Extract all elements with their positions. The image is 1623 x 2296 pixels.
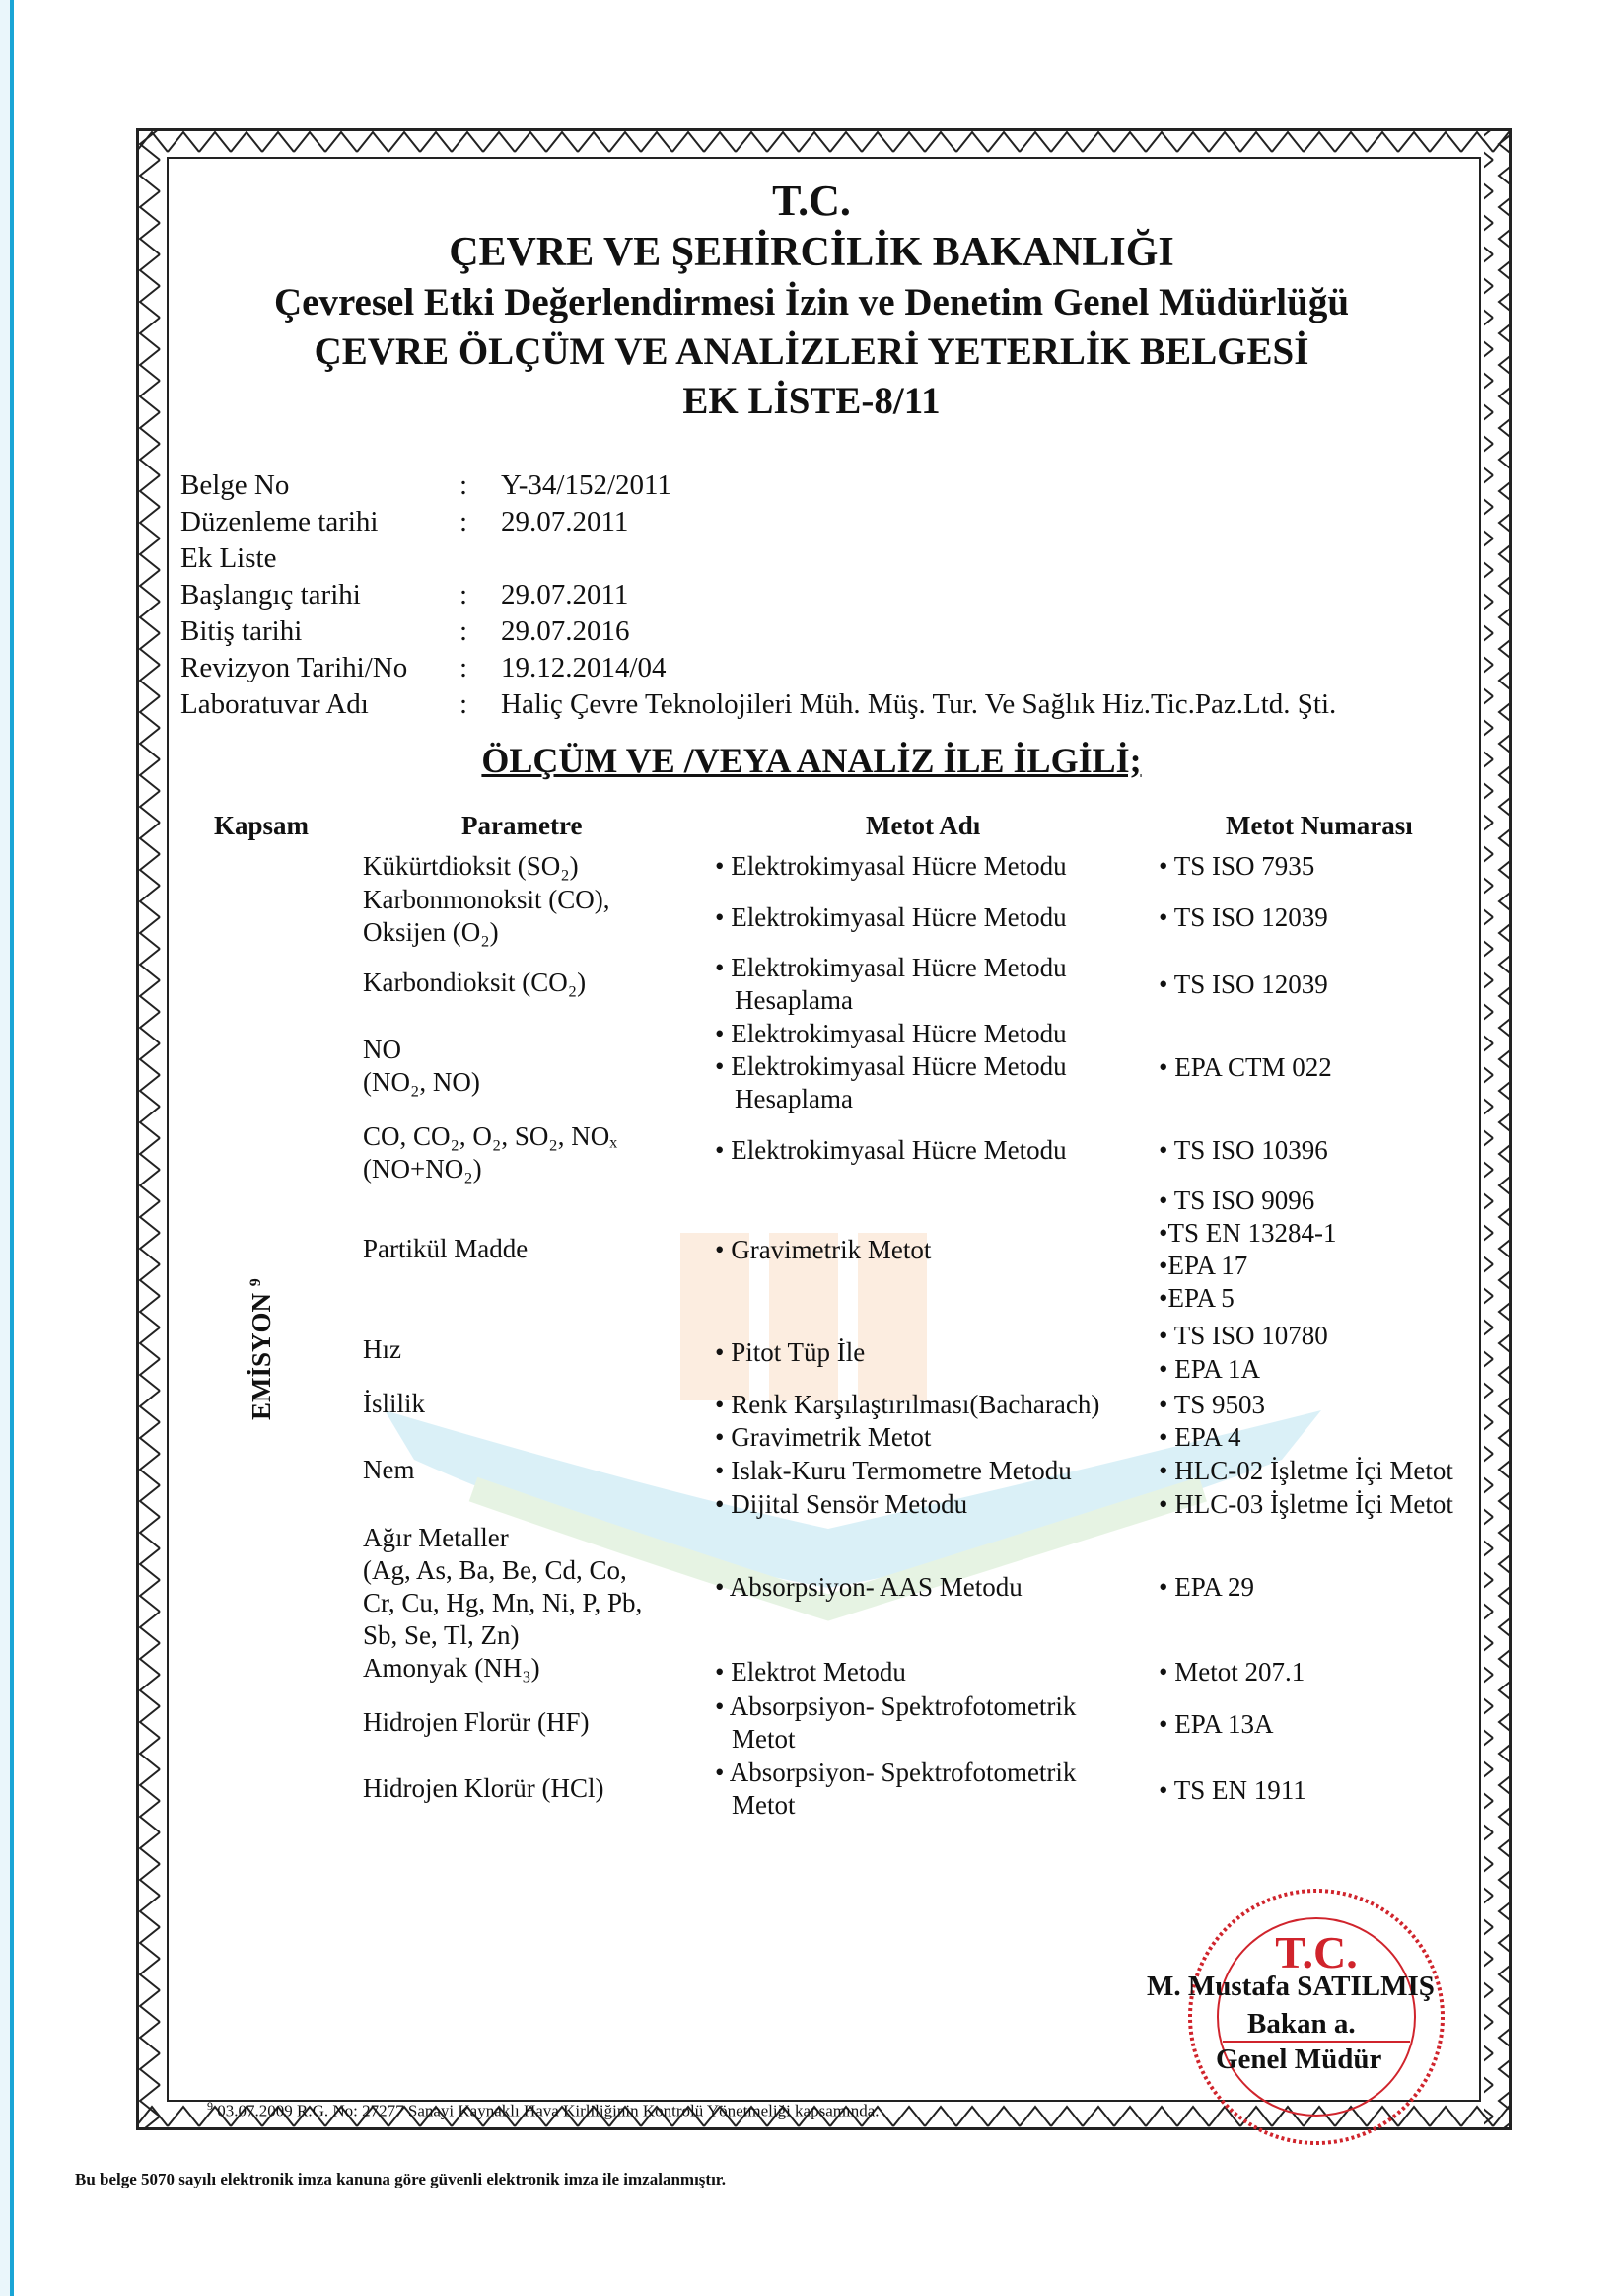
method-number-cell: • TS ISO 12039 xyxy=(1159,969,1328,999)
meta-value: Haliç Çevre Teknolojileri Müh. Müş. Tur. Ve Sağlık Hiz.Tic.Paz.Ltd. Şti. xyxy=(501,688,1337,720)
param-cell: (NO₂, NO) xyxy=(363,1067,480,1097)
kapsam-emisyon xyxy=(247,1278,277,1420)
method-number-cell: • TS ISO 12039 xyxy=(1159,902,1328,932)
signatory-name: M. Mustafa SATILMIŞ xyxy=(1147,1971,1435,2002)
param-cell: (NO+NO₂) xyxy=(363,1154,482,1184)
meta-row xyxy=(180,467,1336,504)
meta-colon xyxy=(459,540,501,577)
param-cell: Karbonmonoksit (CO), xyxy=(363,885,610,914)
meta-value: 19.12.2014/04 xyxy=(501,652,667,683)
method-number-cell: •EPA 5 xyxy=(1159,1283,1235,1313)
method-cell: • Elektrokimyasal Hücre Metodu xyxy=(715,1019,1067,1048)
method-cell: • Elektrot Metodu xyxy=(715,1657,906,1686)
column-header-numara: Metot Numarası xyxy=(1226,811,1413,840)
param-cell: NO xyxy=(363,1035,401,1064)
method-number-cell: • EPA 1A xyxy=(1159,1354,1260,1384)
section-title: ÖLÇÜM VE /VEYA ANALİZ İLE İLGİLİ; xyxy=(481,741,1142,780)
meta-row xyxy=(180,504,1336,540)
param-cell: Hidrojen Florür (HF) xyxy=(363,1707,590,1737)
kapsam-label: EMİSYON xyxy=(247,1292,276,1420)
meta-label: Düzenleme tarihi xyxy=(180,506,379,538)
method-number-cell: •EPA 17 xyxy=(1159,1251,1248,1280)
column-header-metot: Metot Adı xyxy=(866,811,981,840)
meta-label: Revizyon Tarihi/No xyxy=(180,652,408,683)
param-cell: Partikül Madde xyxy=(363,1234,529,1263)
signatory-title: Bakan a. xyxy=(1247,2008,1356,2040)
meta-row xyxy=(180,577,1336,613)
meta-colon: : xyxy=(459,579,468,610)
footnote-ref: 9 xyxy=(247,1278,264,1287)
footnote-number: 9 xyxy=(207,2099,213,2113)
zigzag-border-pattern xyxy=(136,128,1512,2130)
method-cell: • Renk Karşılaştırılması(Bacharach) xyxy=(715,1390,1100,1419)
footnote-text: 03.07.2009 R.G. No: 27277 Sanayi Kaynaklı Hava Kirliliğinin Kontrolü Yönetmeliği kapsamında. xyxy=(217,2101,880,2120)
meta-colon: : xyxy=(459,688,468,720)
meta-colon: : xyxy=(459,652,468,683)
method-number-cell: •TS EN 13284-1 xyxy=(1159,1218,1337,1248)
param-cell: Karbondioksit (CO₂) xyxy=(363,968,587,997)
method-number-cell: • HLC-03 İşletme İçi Metot xyxy=(1159,1489,1453,1519)
method-number-cell: • TS EN 1911 xyxy=(1159,1775,1306,1805)
signatory-position: Genel Müdür xyxy=(1216,2044,1382,2075)
param-cell: Oksijen (O₂) xyxy=(363,917,499,947)
e-signature-note: Bu belge 5070 sayılı elektronik imza kanuna göre güvenli elektronik imza ile imzalanmıştır. xyxy=(75,2170,727,2188)
method-number-cell: • TS ISO 10780 xyxy=(1159,1321,1328,1350)
param-cell: Nem xyxy=(363,1455,415,1484)
method-cell: Hesaplama xyxy=(735,1084,853,1113)
meta-row xyxy=(180,650,1336,686)
method-cell: • Islak-Kuru Termometre Metodu xyxy=(715,1456,1072,1485)
method-cell: Metot xyxy=(732,1724,796,1754)
header-certificate-title: ÇEVRE ÖLÇÜM VE ANALİZLERİ YETERLİK BELGESİ xyxy=(314,330,1309,373)
method-cell: Hesaplama xyxy=(735,985,853,1015)
footnote xyxy=(207,2099,880,2121)
method-number-cell: • EPA 29 xyxy=(1159,1572,1254,1602)
param-cell: CO, CO₂, O₂, SO₂, NOₓ xyxy=(363,1121,618,1151)
meta-label: Laboratuvar Adı xyxy=(180,688,369,720)
method-cell: • Absorpsiyon- Spektrofotometrik xyxy=(715,1691,1077,1721)
method-cell: • Pitot Tüp İle xyxy=(715,1337,866,1367)
method-cell: • Elektrokimyasal Hücre Metodu xyxy=(715,851,1067,881)
meta-label: Başlangıç tarihi xyxy=(180,579,361,610)
method-cell: • Absorpsiyon- Spektrofotometrik xyxy=(715,1758,1077,1787)
method-cell: • Elektrokimyasal Hücre Metodu xyxy=(715,902,1067,932)
param-cell: Cr, Cu, Hg, Mn, Ni, P, Pb, xyxy=(363,1588,643,1617)
meta-row xyxy=(180,540,1336,577)
param-cell: Sb, Se, Tl, Zn) xyxy=(363,1620,520,1650)
header-list-number: EK LİSTE-8/11 xyxy=(682,380,941,422)
meta-label: Belge No xyxy=(180,469,290,501)
param-cell: Hız xyxy=(363,1334,401,1364)
method-cell: • Dijital Sensör Metodu xyxy=(715,1489,968,1519)
column-header-parametre: Parametre xyxy=(461,811,583,840)
method-number-cell: • TS ISO 10396 xyxy=(1159,1135,1328,1165)
method-number-cell: • TS ISO 7935 xyxy=(1159,851,1315,881)
header-ministry: ÇEVRE VE ŞEHİRCİLİK BAKANLIĞI xyxy=(449,230,1174,275)
meta-value: 29.07.2011 xyxy=(501,579,629,610)
method-cell: • Elektrokimyasal Hücre Metodu xyxy=(715,1051,1067,1081)
meta-label: Bitiş tarihi xyxy=(180,615,303,647)
method-cell: • Elektrokimyasal Hücre Metodu xyxy=(715,953,1067,982)
param-cell: Amonyak (NH₃) xyxy=(363,1653,540,1683)
column-header-kapsam: Kapsam xyxy=(214,811,310,840)
meta-colon: : xyxy=(459,615,468,647)
param-cell: Ağır Metaller xyxy=(363,1523,509,1552)
method-cell: • Absorpsiyon- AAS Metodu xyxy=(715,1572,1023,1602)
param-cell: İslilik xyxy=(363,1389,426,1418)
method-number-cell: • TS 9503 xyxy=(1159,1390,1265,1419)
meta-colon: : xyxy=(459,506,468,538)
method-cell: Metot xyxy=(732,1790,796,1820)
seal-center-text: T.C. xyxy=(1275,1927,1358,1977)
header-directorate: Çevresel Etki Değerlendirmesi İzin ve Denetim Genel Müdürlüğü xyxy=(273,281,1350,323)
meta-value: 29.07.2011 xyxy=(501,506,629,538)
meta-value: Y-34/152/2011 xyxy=(501,469,671,501)
method-number-cell: • TS ISO 9096 xyxy=(1159,1185,1315,1215)
param-cell: Hidrojen Klorür (HCl) xyxy=(363,1773,604,1803)
meta-colon: : xyxy=(459,469,468,501)
meta-row xyxy=(180,613,1336,650)
param-cell: Kükürtdioksit (SO₂) xyxy=(363,851,579,881)
meta-row xyxy=(180,686,1336,723)
certificate-meta xyxy=(180,467,1336,723)
method-number-cell: • Metot 207.1 xyxy=(1159,1657,1305,1686)
method-number-cell: • EPA CTM 022 xyxy=(1159,1052,1332,1082)
method-cell: • Gravimetrik Metot xyxy=(715,1235,932,1264)
meta-label: Ek Liste xyxy=(180,542,277,574)
method-number-cell: • EPA 4 xyxy=(1159,1422,1241,1452)
param-cell: (Ag, As, Ba, Be, Cd, Co, xyxy=(363,1555,627,1585)
method-number-cell: • HLC-02 İşletme İçi Metot xyxy=(1159,1456,1453,1485)
method-number-cell: • EPA 13A xyxy=(1159,1709,1274,1739)
method-cell: • Elektrokimyasal Hücre Metodu xyxy=(715,1135,1067,1165)
header-tc: T.C. xyxy=(772,177,851,225)
method-cell: • Gravimetrik Metot xyxy=(715,1422,932,1452)
meta-value: 29.07.2016 xyxy=(501,615,630,647)
